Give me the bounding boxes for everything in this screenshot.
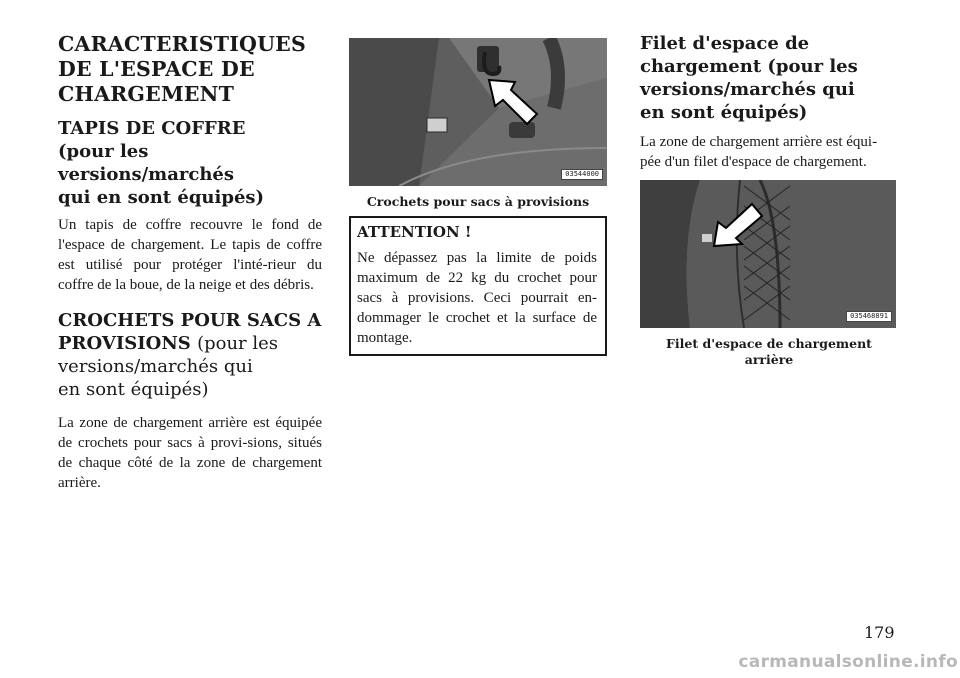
- section-title-line: versions/marchés qui: [58, 356, 253, 377]
- cargo-net-image: [640, 180, 896, 328]
- page-number: 179: [864, 623, 895, 642]
- watermark-text: carmanualsonline.info: [738, 652, 958, 672]
- figure-caption: Crochets pour sacs à provisions: [366, 194, 590, 209]
- section-title-cargo-net: [640, 32, 898, 124]
- warning-title: ATTENTION !: [357, 223, 472, 241]
- middle-column: [349, 32, 607, 356]
- warning-box: [349, 216, 607, 356]
- main-heading-line: CHARGEMENT: [58, 82, 235, 106]
- paragraph-line: pée d'un filet d'espace de chargement.: [640, 154, 867, 170]
- section-title-line: TAPIS DE COFFRE: [58, 118, 246, 139]
- left-column: [58, 32, 322, 501]
- section-title-line: en sont équipés): [58, 379, 209, 400]
- section-title-line: qui en sont équipés): [58, 187, 265, 208]
- section-title-bold: PROVISIONS: [58, 333, 191, 354]
- warning-text: Ne dépassez pas la limite de poids maximum de 22 kg du crochet pour sacs à provisions. Ceci pourrait en-dommager le crochet et la surface de montage.: [357, 250, 597, 346]
- figure-code: 035468891: [846, 311, 892, 322]
- cargo-net-illustration: [640, 180, 896, 328]
- section-title-trunk-mat: [58, 117, 322, 209]
- section-title-grocery-hooks: [58, 309, 322, 401]
- main-heading: [58, 32, 322, 107]
- grocery-hooks-paragraph: La zone de chargement arrière est équipée de crochets pour sacs à provi-sions, situés de chaque côté de la zone de chargement arrière.: [58, 415, 322, 491]
- trunk-mat-paragraph: Un tapis de coffre recouvre le fond de l'espace de chargement. Le tapis de coffre est utilisé pour protéger l'inté-rieur du coffre de la boue, de la neige et des débris.: [58, 217, 322, 293]
- cargo-net-paragraph: [640, 132, 898, 172]
- figure-caption: Filet d'espace de chargement arrière: [666, 336, 872, 367]
- main-heading-line: CARACTERISTIQUES: [58, 32, 306, 56]
- section-title-line: Filet d'espace de: [640, 33, 810, 54]
- section-title-line: (pour les versions/marchés: [58, 141, 234, 185]
- section-title-line: chargement (pour les: [640, 56, 858, 77]
- section-title-paren: (pour les: [197, 333, 279, 354]
- figure-code: 03544000: [561, 169, 603, 180]
- section-title-line: versions/marchés qui: [640, 79, 855, 100]
- grocery-bag-hook-image: [349, 38, 607, 186]
- grocery-bag-hook-illustration: [349, 38, 607, 186]
- section-title-line: [58, 332, 322, 355]
- section-title-line: en sont équipés): [640, 102, 808, 123]
- paragraph-line: La zone de chargement arrière est équi-: [640, 134, 878, 150]
- section-title-line: CROCHETS POUR SACS A: [58, 310, 322, 331]
- main-heading-line: DE L'ESPACE DE: [58, 57, 255, 81]
- right-column: [640, 32, 898, 374]
